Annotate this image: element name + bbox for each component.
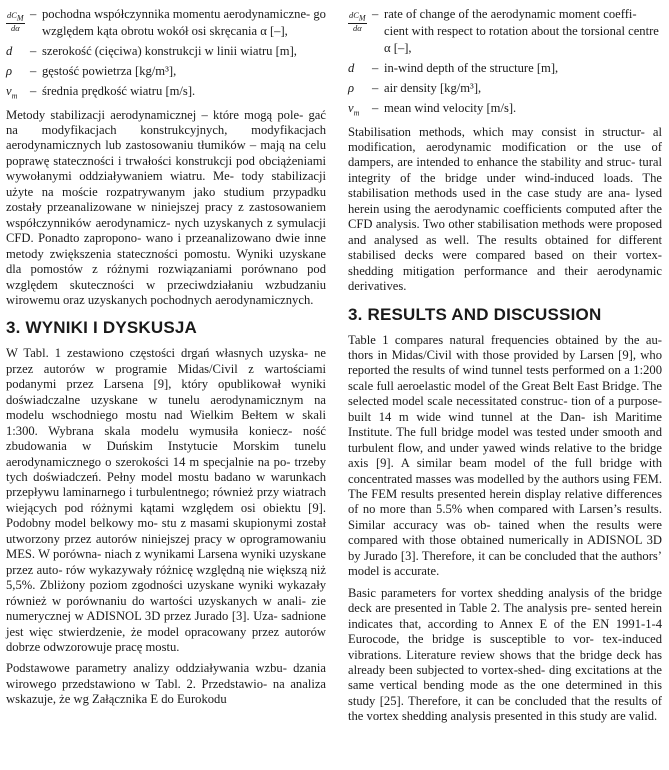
symbol-vm: $v_m$ xyxy=(6,84,18,101)
paragraph-vortex-en: Basic parameters for vortex shedding analysis of the bridge deck are presented in Table 2. The analysis pre- sented herein indicates that, according to Annex E of the EN 1991-1-4 Eurocode, the bridge is susceptible to vor- tex-induced vibrations. Literature review shows that the bridge deck has already been subjected to vortex-shed- ding excitations at the same vertical bending mode as the one determined in this study [25]. Therefore, it can be concluded that the results of the vortex shedding analysis presented in this study are valid. xyxy=(348,585,662,724)
definition-text: in-wind depth of the structure [m], xyxy=(384,61,559,75)
definition-text: rate of change of the aerodynamic moment coeffi- cient with respect to rotation about the torsional centre α [–], xyxy=(384,7,659,55)
paragraph-stabilisation-en: Stabilisation methods, which may consist in structur- al modification, aerodynamic modification or the use of dampers, are intended to enhance the stability and struc- tural integrity of the bridge under wind-induced loads. The stabilisation methods used in the case study are ana- lysed herein using the aerodynamic coefficients computed after the CFD analysis. Two other stabilisation methods were proposed and analysed as well. The results obtained for different stabilised decks were compared based on their vortex-shedding mitigation performance and their aerodynamic derivatives. xyxy=(348,124,662,294)
section-heading-en: 3. RESULTS AND DISCUSSION xyxy=(348,304,602,324)
symbol-rho: ρ xyxy=(6,64,13,78)
symbol-dcm-dalpha: $\frac{dC_M}{d\alpha}$ xyxy=(349,10,366,33)
definition-d: d – szerokość (cięciwa) konstrukcji w linii wiatru [m], xyxy=(6,43,326,60)
definition-vm: $v_m$ – średnia prędkość wiatru [m/s]. xyxy=(6,83,326,105)
definition-text: szerokość (cięciwa) konstrukcji w linii wiatru [m], xyxy=(42,44,297,58)
symbol-definitions-pl xyxy=(6,6,326,105)
symbol-vm: $v_m$ xyxy=(348,101,360,118)
symbol-definitions-en xyxy=(348,6,662,122)
english-column xyxy=(348,6,662,731)
definition-text: air density [kg/m³], xyxy=(384,81,482,95)
symbol-dcm-dalpha: $\frac{dC_M}{d\alpha}$ xyxy=(7,10,24,33)
paragraph-vortex-pl: Podstawowe parametry analizy oddziaływania wzbu- dzania wirowego przedstawiono w Tabl. 2. Przedstawio- na analiza wskazuje, że wg Załącznika E do Eurokodu xyxy=(6,661,326,707)
symbol-d: d xyxy=(6,44,13,58)
definition-dcm: $\frac{dC_M}{d\alpha}$ – rate of change of the aerodynamic moment coeffi- cient with respect to rotation about the torsional centre α [–], xyxy=(348,6,662,57)
definition-text: pochodna współczynnika momentu aerodynamiczne- go względem kąta obrotu wokół osi skręcania α [–], xyxy=(42,7,326,38)
paragraph-stabilisation-pl: Metody stabilizacji aerodynamicznej – które mogą pole- gać na modyfikacjach konstrukcyjnych, modyfikacjach aerodynamicznych lub zastosowaniu tłumików – mają na celu poprawę stateczności i trwałości konstrukcji pod obciążeniami wywołanymi oddziaływaniem wiatru. Me- tody stabilizacji użyte na moście rozpatrywanym jako studium przypadku zostały przeanalizowane w niniejszej pracy z zastosowaniem współczynników aerodynamicz- nych uzyskanych z symulacji CFD. Ponadto zapropono- wano i przeanalizowano dwie inne metody zwiększenia stateczności pomostu. Wyniki uzyskane dla pomostów z różnymi rozwiązaniami porównano pod względem skuteczności w przeciwdziałaniu wzbudzaniu wirowemu oraz uzyskanych pochodnych aerodynamicznych. xyxy=(6,107,326,307)
definition-text: gęstość powietrza [kg/m³], xyxy=(42,64,177,78)
definition-rho: ρ – gęstość powietrza [kg/m³], xyxy=(6,63,326,80)
polish-column xyxy=(6,6,326,714)
paragraph-frequencies-pl: W Tabl. 1 zestawiono częstości drgań własnych uzyska- ne przez autorów w programie Midas/Civil z wartościami podanymi przez Larsena [9], który opublikował wyniki doświadczalne uzyskane w tunelu aerodynamicznym na modelu wschodniego mostu nad Wielkim Bełtem w skali 1:300. Wybrana skala modelu wymusiła koniecz- ność zbudowania w Duńskim Instytucie Morskim tunelu aerodynamicznego o szerokości 14 m specjalnie na po- trzeby tych doświadczeń. Pełny model mostu badano w warunkach przepływu laminarnego i turbulentnego; również przy wiatrach wiejących pod różnymi kątami względem osi obiektu [9]. Podobny model belkowy mo- stu z masami skupionymi został utworzony przez autorów niniejszej pracy w oprogramowaniu MES. W porówna- niach z wynikami Larsena wyniki uzyskane przez auto- rów wykazywały różnicę względną nie większą niż 5,5%. Zbliżony poziom zgodności uzyskane wyniki wykazały również w porównaniu do wartości uzyskanych w anali- zie numerycznej w ADISNOL 3D przez Jurado [3]. Uza- sadnione jest więc stwierdzenie, że model opracowany przez autorów dobrze odwzorowuje pracę mostu. xyxy=(6,346,326,655)
symbol-d: d xyxy=(348,61,355,75)
definition-rho: ρ – air density [kg/m³], xyxy=(348,80,662,97)
definition-vm: $v_m$ – mean wind velocity [m/s]. xyxy=(348,100,662,122)
definition-text: mean wind velocity [m/s]. xyxy=(384,101,517,115)
definition-text: średnia prędkość wiatru [m/s]. xyxy=(42,84,196,98)
definition-d: d – in-wind depth of the structure [m], xyxy=(348,60,662,77)
definition-dcm: $\frac{dC_M}{d\alpha}$ – pochodna współczynnika momentu aerodynamiczne- go względem kąta obrotu wokół osi skręcania α [–], xyxy=(7,7,326,38)
symbol-rho: ρ xyxy=(348,81,355,95)
section-heading-pl: 3. WYNIKI I DYSKUSJA xyxy=(6,318,198,338)
paragraph-frequencies-en: Table 1 compares natural frequencies obtained by the au- thors in Midas/Civil with those provided by Larsen [9], who reported the results of wind tunnel tests performed on a 1:200 scale full aeroelastic model of the Great Belt East Bridge. The selected model scale necessitated construc- tion of a purpose-built 14 m wide wind tunnel at the Dan- ish Maritime Institute. The full bridge model was tested under smooth and turbulent flow, and under yawed winds relative to the bridge axis [9]. A similar beam model of the full bridge with concentrated masses was modelled by the authors using FEM. The FEM results presented herein display relative differences of no more than 5.5% when compared with Larsen’s results. Similar accuracy was ob- tained when the results were compared with those obtained numerically in ADISNOL 3D by Jurado [3]. Therefore, it can be concluded that the authors’ model is accurate. xyxy=(348,332,662,579)
